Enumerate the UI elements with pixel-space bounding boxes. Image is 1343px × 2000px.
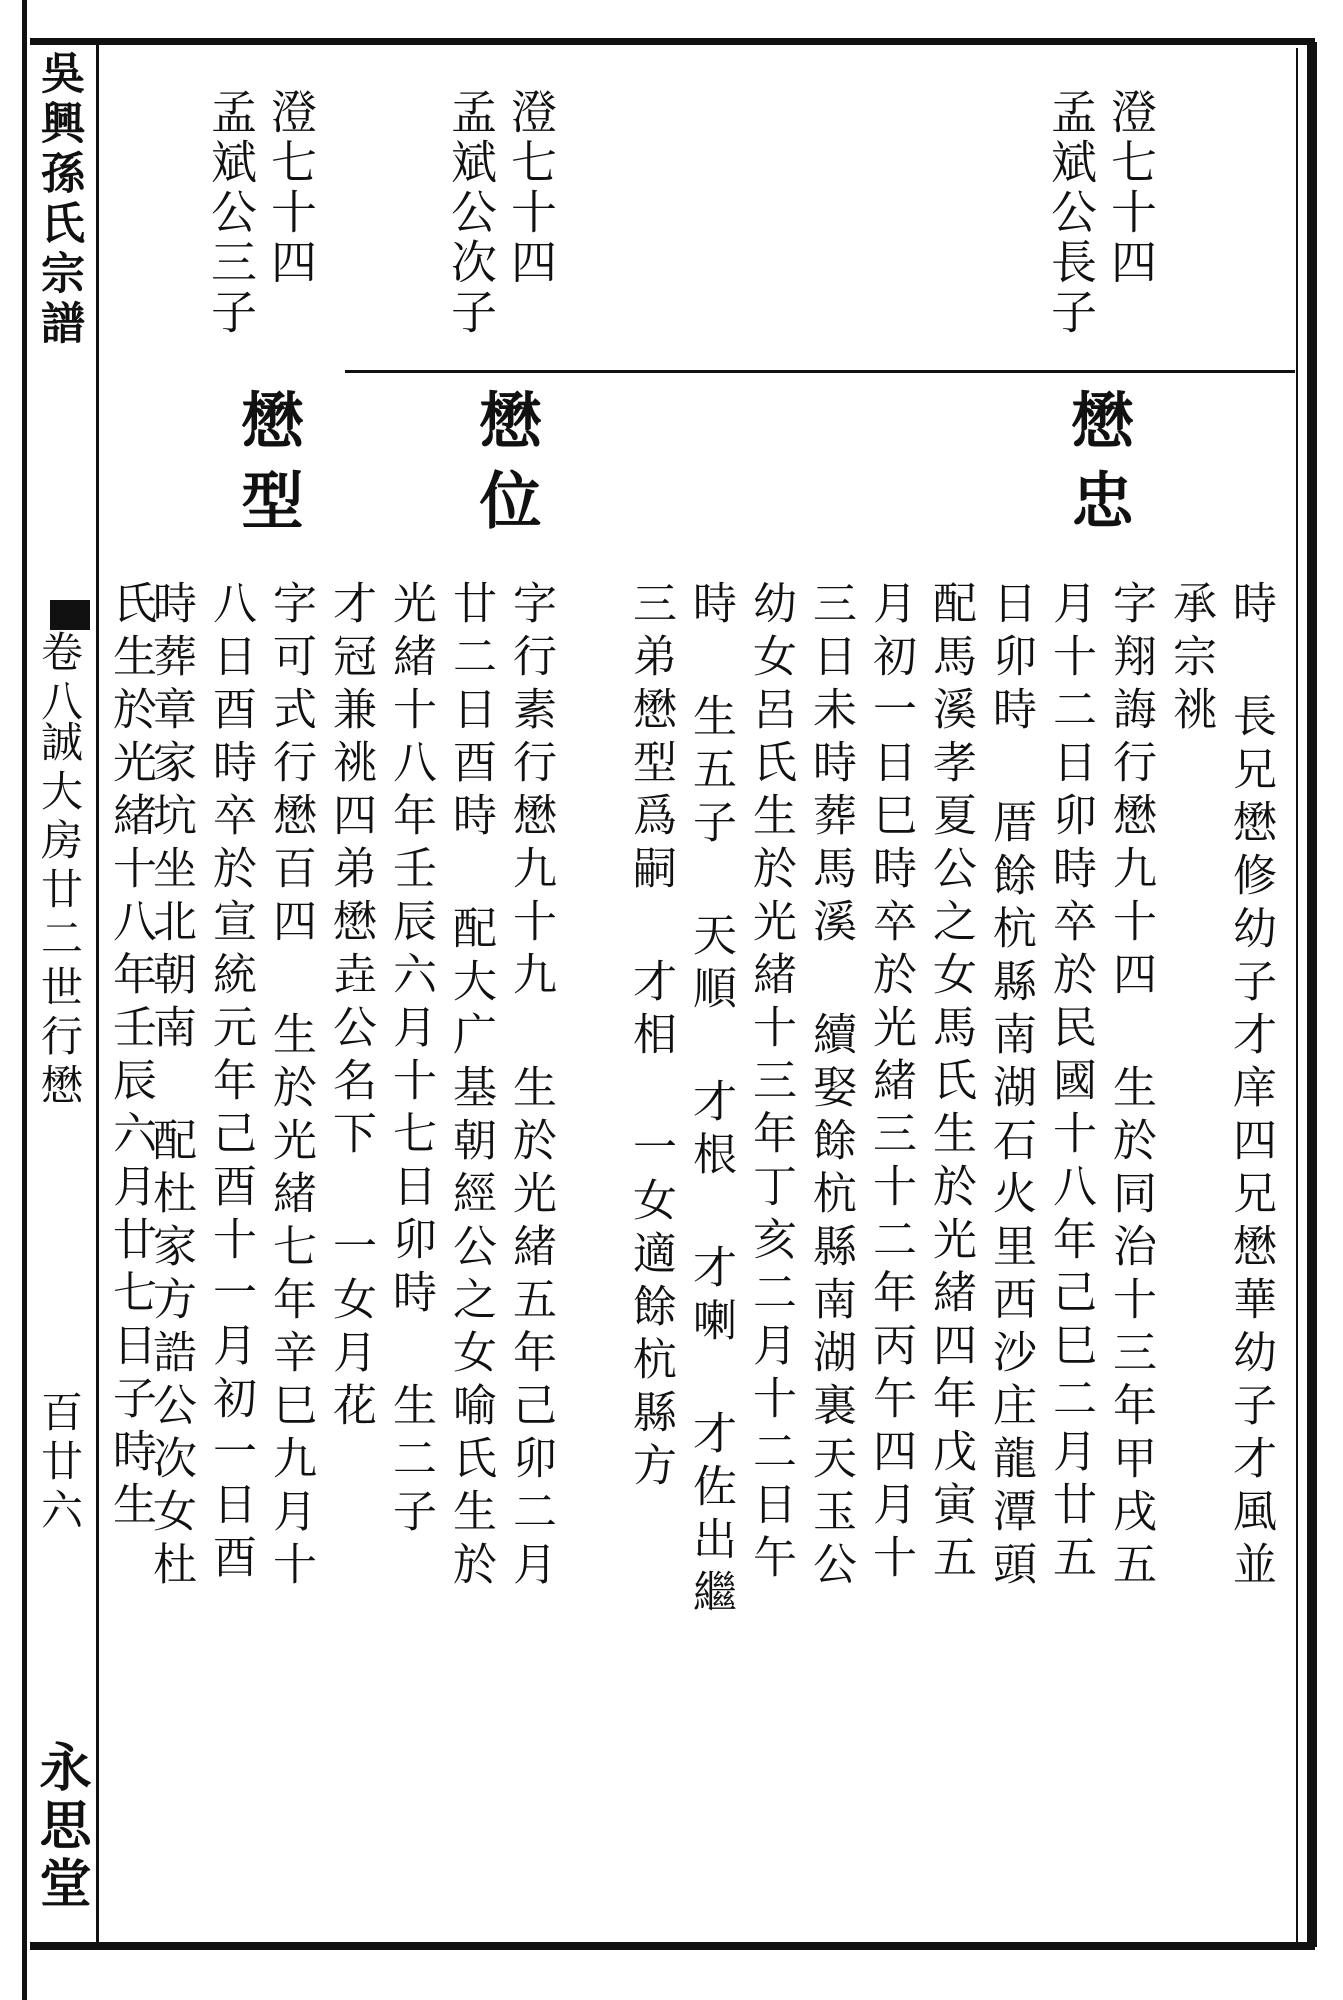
entry-name: 懋位 — [469, 388, 542, 548]
entry-line: 字行素行懋九十九 生於光緒五年己卯二月 — [505, 580, 556, 1594]
spine-hall: 永思堂 — [30, 1740, 91, 1914]
entry-line: 字可式行懋百四 生於光緒七年辛巳九月十 — [265, 580, 316, 1594]
top-border — [30, 38, 1315, 45]
entry-name: 懋型 — [231, 388, 304, 548]
spine-volume: 卷八 — [35, 630, 84, 728]
entry-line: 廿二日酉時 配大广基朝經公之女喻氏生於 — [445, 580, 496, 1594]
entry-parent: 孟斌公次子 — [444, 88, 498, 338]
entry-line: 字翔誨行懋九十四 生於同治十三年甲戌五 — [1105, 580, 1156, 1594]
entry-line: 日卯時 厝餘杭縣南湖石火里西沙庄龍潭頭 — [985, 580, 1036, 1594]
entry-line: 氏生於光緒十八年壬辰六月廿七日子時生 — [105, 580, 156, 1534]
entry-name: 懋忠 — [1061, 388, 1134, 548]
entry-line: 幼女呂氏生於光緒十三年丁亥二月十二日午 — [745, 580, 796, 1587]
entry-line: 月十二日卯時卒於民國十八年己巳二月廿五 — [1045, 580, 1096, 1587]
entry-line: 才冠兼祧四弟懋垚公名下 一女月花 — [325, 580, 376, 1435]
entry-line: 時 長兄懋修幼子才庠四兄懋華幼子才風並 — [1225, 580, 1276, 1594]
bottom-border — [30, 1942, 1315, 1950]
spine-right-rule — [96, 42, 99, 1947]
spine-page: 百廿六 — [35, 1390, 84, 1537]
entry-line: 三日未時葬馬溪 續娶餘杭縣南湖裏天玉公 — [805, 580, 856, 1594]
right-border-outer — [1307, 42, 1317, 1947]
right-border-inner — [1296, 48, 1298, 1943]
entry-parent: 孟斌公三子 — [204, 88, 258, 338]
entry-generation: 澄七十四 — [1104, 88, 1158, 288]
entry-line: 八日酉時卒於宣統元年己酉十一月初一日酉 — [205, 580, 256, 1587]
entry-line: 承宗祧 — [1165, 580, 1216, 739]
entry-line: 光緒十八年壬辰六月十七日卯時 生二子 — [385, 580, 436, 1541]
entry-line: 月初一日巳時卒於光緒三十二年丙午四月十 — [865, 580, 916, 1587]
header-divider — [345, 370, 1295, 373]
entry-line: 配馬溪孝夏公之女馬氏生於光緒四年戊寅五 — [925, 580, 976, 1587]
entry-line: 時 生五子 天順 才根 才喇 才佐出繼 — [685, 580, 736, 1622]
entry-line: 三弟懋型爲嗣 才相 一女適餘杭縣方 — [625, 580, 676, 1495]
entry-line: 時葬章家坑坐北朝南 配杜家方誥公次女杜 — [145, 580, 196, 1594]
spine-block — [50, 600, 90, 630]
spine-left-rule — [22, 0, 27, 2000]
spine-title: 吳興孫氏宗譜 — [33, 50, 84, 350]
entry-generation: 澄七十四 — [504, 88, 558, 288]
entry-generation: 澄七十四 — [264, 88, 318, 288]
entry-parent: 孟斌公長子 — [1044, 88, 1098, 338]
spine-section: 誠大房廿二世行懋 — [35, 720, 84, 1112]
